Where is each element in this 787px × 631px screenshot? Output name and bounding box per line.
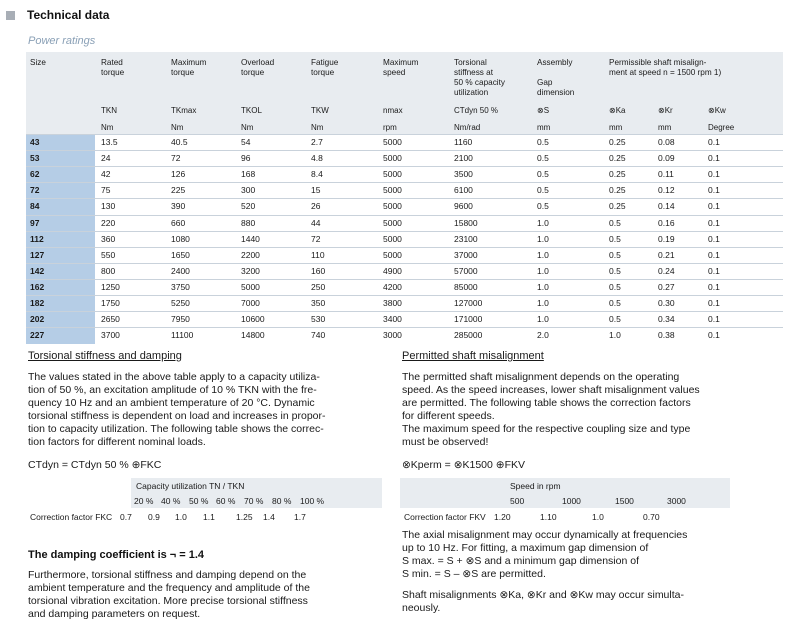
section-title: Technical data: [27, 8, 110, 22]
fkv-row-label: Correction factor FKV: [404, 512, 486, 522]
table-cell-kr: 0.12: [658, 185, 675, 196]
col-unit-rated: Nm: [101, 123, 114, 132]
table-cell-kw: 0.1: [708, 249, 720, 260]
col-unit-ka: mm: [609, 123, 623, 132]
table-cell-assembly: 1.0: [537, 249, 549, 260]
table-cell-fatigue: 8.4: [311, 169, 323, 180]
fkc-value: 1.25: [236, 512, 253, 522]
table-cell-assembly: 1.0: [537, 281, 549, 292]
table-cell-size: 43: [30, 137, 40, 147]
table-cell-max: 126: [171, 169, 186, 180]
table-subtitle: Power ratings: [28, 35, 96, 47]
table-cell-kw: 0.1: [708, 233, 720, 244]
table-cell-overload: 54: [241, 137, 251, 147]
paragraph-line: tion to capacity utilization. The following table shows the correc-: [28, 423, 324, 435]
table-cell-size: 72: [30, 185, 40, 196]
table-cell-size: 182: [30, 298, 45, 308]
paragraph-line: and damping parameters on request.: [28, 608, 201, 620]
table-cell-max: 1650: [171, 249, 190, 260]
paragraph-line: tion factors for different nominal loads.: [28, 436, 206, 448]
col-header-torsional-line: Torsional: [454, 58, 487, 67]
table-cell-size: 142: [30, 265, 45, 276]
table-cell-ka: 0.25: [609, 201, 626, 212]
table-cell-ka: 0.5: [609, 298, 621, 308]
section-marker: [6, 11, 15, 20]
table-cell-assembly: 1.0: [537, 314, 549, 325]
paragraph-line: Furthermore, torsional stiffness and damping depend on the: [28, 569, 307, 581]
table-cell-overload: 96: [241, 153, 251, 164]
fkc-column-header: 20 %: [134, 496, 154, 506]
table-cell-torsional: 23100: [454, 233, 478, 244]
table-cell-kw: 0.1: [708, 201, 720, 212]
table-cell-torsional: 57000: [454, 265, 478, 276]
table-row: [26, 311, 783, 328]
fkc-column-header: 50 %: [189, 496, 209, 506]
table-cell-ka: 0.5: [609, 281, 621, 292]
table-cell-rated: 220: [101, 217, 116, 228]
table-cell-rated: 3700: [101, 330, 120, 341]
col-header-max-line: torque: [171, 68, 195, 77]
table-cell-size: 112: [30, 233, 44, 244]
table-cell-size: 227: [30, 330, 45, 341]
col-unit-fatigue: Nm: [311, 123, 324, 132]
table-cell-speed: 4900: [383, 265, 402, 276]
table-cell-assembly: 0.5: [537, 169, 549, 180]
table-cell-overload: 5000: [241, 281, 260, 292]
table-cell-speed: 5000: [383, 233, 402, 244]
table-cell-kw: 0.1: [708, 169, 720, 180]
table-cell-max: 7950: [171, 314, 190, 325]
fkc-value: 0.9: [148, 512, 160, 522]
paragraph-line: Shaft misalignments ⊗Ka, ⊗Kr and ⊗Kw may occur simulta-: [402, 589, 684, 601]
table-row: [26, 150, 783, 167]
table-cell-overload: 520: [241, 201, 256, 212]
fkv-value: 0.70: [643, 512, 660, 522]
table-cell-rated: 75: [101, 185, 111, 196]
table-cell-ka: 0.5: [609, 249, 621, 260]
table-cell-speed: 5000: [383, 137, 402, 147]
col-header-assembly-line: dimension: [537, 88, 575, 97]
table-cell-fatigue: 350: [311, 298, 326, 308]
table-row: [26, 198, 783, 215]
fkc-value: 1.4: [263, 512, 275, 522]
table-cell-ka: 0.5: [609, 233, 621, 244]
table-cell-kr: 0.30: [658, 298, 675, 308]
table-row: [26, 182, 783, 199]
torsional-heading: Torsional stiffness and damping: [28, 350, 182, 362]
table-cell-ka: 0.25: [609, 185, 626, 196]
fkv-value: 1.10: [540, 512, 557, 522]
table-row: [26, 295, 783, 312]
table-cell-fatigue: 72: [311, 233, 321, 244]
fkc-value: 1.7: [294, 512, 306, 522]
col-symbol-ka: ⊗Ka: [609, 106, 626, 115]
table-cell-fatigue: 740: [311, 330, 326, 341]
table-cell-assembly: 0.5: [537, 137, 549, 147]
table-cell-rated: 550: [101, 249, 116, 260]
col-unit-assembly: mm: [537, 123, 551, 132]
table-cell-fatigue: 160: [311, 265, 326, 276]
col-symbol-overload: TKOL: [241, 106, 262, 115]
table-cell-max: 40.5: [171, 137, 188, 147]
fkc-table-header: Capacity utilization TN / TKN: [136, 481, 245, 491]
table-cell-overload: 3200: [241, 265, 260, 276]
table-row: [26, 215, 783, 232]
table-cell-overload: 168: [241, 169, 256, 180]
col-header-speed-line: speed: [383, 68, 406, 77]
table-cell-kw: 0.1: [708, 330, 720, 341]
damping-paragraph: [28, 569, 388, 621]
misalignment-formula: ⊗Kperm = ⊗K1500 ⊕FKV: [402, 459, 525, 471]
table-cell-ka: 0.5: [609, 217, 621, 228]
col-header-max-line: Maximum: [171, 58, 207, 67]
paragraph-line: S min. = S – ⊗S are permitted.: [402, 568, 546, 580]
col-header-fatigue-line: torque: [311, 68, 335, 77]
fkc-column-header: 40 %: [161, 496, 181, 506]
table-cell-torsional: 37000: [454, 249, 478, 260]
table-cell-kr: 0.27: [658, 281, 675, 292]
paragraph-line: ambient temperature and the frequency and amplitude of the: [28, 582, 310, 594]
paragraph-line: up to 10 Hz. For fitting, a maximum gap dimension of: [402, 542, 649, 554]
table-cell-speed: 5000: [383, 201, 402, 212]
table-cell-speed: 5000: [383, 153, 402, 164]
table-cell-max: 225: [171, 185, 186, 196]
table-cell-fatigue: 44: [311, 217, 321, 228]
table-cell-kr: 0.16: [658, 217, 675, 228]
paragraph-line: The permitted shaft misalignment depends on the operating: [402, 371, 680, 383]
table-cell-speed: 5000: [383, 249, 402, 260]
table-cell-max: 390: [171, 201, 186, 212]
table-row: [26, 231, 783, 248]
col-header-assembly-line: Assembly: [537, 58, 573, 67]
table-cell-kr: 0.14: [658, 201, 675, 212]
table-cell-fatigue: 26: [311, 201, 321, 212]
col-unit-max: Nm: [171, 123, 184, 132]
table-cell-ka: 0.25: [609, 153, 626, 164]
table-cell-speed: 4200: [383, 281, 402, 292]
table-cell-rated: 1750: [101, 298, 120, 308]
col-header-ka-line: Permissible shaft misalign-: [609, 58, 707, 67]
col-header-torsional-line: 50 % capacity: [454, 78, 505, 87]
table-cell-kr: 0.38: [658, 330, 675, 341]
table-cell-kr: 0.08: [658, 137, 675, 147]
col-symbol-fatigue: TKW: [311, 106, 329, 115]
table-cell-rated: 130: [101, 201, 116, 212]
fkc-row-label: Correction factor FKC: [30, 512, 113, 522]
table-cell-assembly: 1.0: [537, 233, 549, 244]
table-cell-torsional: 85000: [454, 281, 478, 292]
fkv-column-header: 500: [510, 496, 525, 506]
table-cell-kw: 0.1: [708, 153, 720, 164]
paragraph-line: The axial misalignment may occur dynamically at frequencies: [402, 529, 688, 541]
table-cell-ka: 0.25: [609, 137, 626, 147]
misalignment-heading: Permitted shaft misalignment: [402, 350, 544, 362]
fkv-column-header: 3000: [667, 496, 686, 506]
table-cell-speed: 3000: [383, 330, 402, 341]
table-cell-ka: 0.5: [609, 265, 621, 276]
table-cell-max: 1080: [171, 233, 190, 244]
col-header-size-line: Size: [30, 58, 46, 67]
table-cell-torsional: 15800: [454, 217, 478, 228]
table-cell-size: 84: [30, 201, 40, 212]
table-cell-ka: 0.25: [609, 169, 626, 180]
col-header-fatigue-line: Fatigue: [311, 58, 339, 67]
table-cell-kw: 0.1: [708, 137, 720, 147]
table-cell-torsional: 127000: [454, 298, 483, 308]
misalignment-paragraph: [402, 371, 772, 449]
fkv-column-header: 1000: [562, 496, 581, 506]
table-cell-overload: 14800: [241, 330, 265, 341]
table-cell-rated: 24: [101, 153, 111, 164]
fkv-column-header: 1500: [615, 496, 634, 506]
col-header-rated-line: Rated: [101, 58, 123, 67]
table-cell-torsional: 2100: [454, 153, 473, 164]
col-symbol-assembly: ⊗S: [537, 106, 550, 115]
col-symbol-max: TKmax: [171, 106, 197, 115]
table-cell-assembly: 2.0: [537, 330, 549, 341]
table-cell-kr: 0.09: [658, 153, 675, 164]
table-cell-kr: 0.11: [658, 169, 674, 180]
col-unit-speed: rpm: [383, 123, 397, 132]
table-cell-size: 53: [30, 153, 40, 164]
table-cell-max: 2400: [171, 265, 190, 276]
paragraph-line: S max. = S + ⊗S and a minimum gap dimension of: [402, 555, 639, 567]
table-cell-speed: 5000: [383, 169, 402, 180]
col-header-torsional-line: utilization: [454, 88, 489, 97]
table-cell-torsional: 9600: [454, 201, 473, 212]
table-cell-overload: 2200: [241, 249, 260, 260]
paragraph-line: torsional vibration excitation. More precise torsional stiffness: [28, 595, 308, 607]
col-symbol-kw: ⊗Kw: [708, 106, 726, 115]
table-row: [26, 166, 783, 183]
table-cell-speed: 5000: [383, 217, 402, 228]
table-cell-kw: 0.1: [708, 314, 720, 325]
table-cell-max: 72: [171, 153, 181, 164]
col-header-ka-line: ment at speed n = 1500 rpm 1): [609, 68, 722, 77]
table-cell-fatigue: 110: [311, 249, 325, 260]
paragraph-line: neously.: [402, 602, 441, 614]
col-header-speed-line: Maximum: [383, 58, 419, 67]
table-cell-ka: 0.5: [609, 314, 621, 325]
table-cell-rated: 2650: [101, 314, 120, 325]
table-cell-assembly: 0.5: [537, 153, 549, 164]
table-cell-rated: 42: [101, 169, 111, 180]
paragraph-line: The maximum speed for the respective coupling size and type: [402, 423, 691, 435]
table-cell-assembly: 1.0: [537, 298, 549, 308]
damping-heading: The damping coefficient is ¬ = 1.4: [28, 549, 205, 561]
table-cell-kr: 0.24: [658, 265, 675, 276]
fkv-value: 1.0: [592, 512, 604, 522]
table-cell-rated: 360: [101, 233, 116, 244]
table-row: [26, 247, 783, 264]
paragraph-line: tion of 50 %, an excitation amplitude of 10 % TKN with the fre-: [28, 384, 317, 396]
paragraph-line: torsional stiffness is dependent on load and increases in propor-: [28, 410, 326, 422]
fkc-column-header: 60 %: [216, 496, 236, 506]
fkc-value: 1.1: [203, 512, 215, 522]
torsional-formula: CTdyn = CTdyn 50 % ⊕FKC: [28, 459, 162, 471]
table-cell-ka: 1.0: [609, 330, 621, 341]
table-cell-speed: 3800: [383, 298, 402, 308]
table-cell-torsional: 285000: [454, 330, 483, 341]
table-cell-torsional: 3500: [454, 169, 473, 180]
table-cell-size: 162: [30, 281, 45, 292]
table-cell-rated: 13.5: [101, 137, 118, 147]
table-cell-overload: 1440: [241, 233, 260, 244]
table-cell-overload: 880: [241, 217, 256, 228]
table-cell-assembly: 0.5: [537, 185, 549, 196]
paragraph-line: The values stated in the above table apply to a capacity utiliza-: [28, 371, 320, 383]
table-cell-overload: 7000: [241, 298, 260, 308]
table-cell-kr: 0.34: [658, 314, 675, 325]
table-cell-max: 3750: [171, 281, 190, 292]
table-cell-size: 97: [30, 217, 40, 228]
table-cell-size: 202: [30, 314, 45, 325]
col-header-overload-line: Overload: [241, 58, 275, 67]
table-cell-rated: 800: [101, 265, 116, 276]
col-symbol-torsional: CTdyn 50 %: [454, 106, 499, 115]
table-cell-overload: 300: [241, 185, 256, 196]
col-symbol-kr: ⊗Kr: [658, 106, 673, 115]
table-cell-kw: 0.1: [708, 217, 720, 228]
table-cell-fatigue: 4.8: [311, 153, 323, 164]
fkv-table-header: Speed in rpm: [510, 481, 561, 491]
table-cell-kr: 0.19: [658, 233, 675, 244]
table-cell-kr: 0.21: [658, 249, 675, 260]
table-cell-overload: 10600: [241, 314, 265, 325]
table-cell-kw: 0.1: [708, 265, 720, 276]
paragraph-line: must be observed!: [402, 436, 489, 448]
fkc-column-header: 70 %: [244, 496, 264, 506]
col-unit-torsional: Nm/rad: [454, 123, 481, 132]
col-symbol-rated: TKN: [101, 106, 117, 115]
table-row: [26, 134, 783, 151]
table-row: [26, 279, 783, 296]
shaft-paragraph: [402, 589, 772, 615]
table-cell-rated: 1250: [101, 281, 120, 292]
fkv-value: 1.20: [494, 512, 511, 522]
table-cell-torsional: 6100: [454, 185, 473, 196]
fkc-value: 0.7: [120, 512, 132, 522]
col-unit-kw: Degree: [708, 123, 735, 132]
fkc-column-header: 80 %: [272, 496, 292, 506]
col-symbol-speed: nmax: [383, 106, 403, 115]
col-header-rated-line: torque: [101, 68, 125, 77]
fkc-column-header: 100 %: [300, 496, 325, 506]
table-row: [26, 327, 783, 344]
table-cell-kw: 0.1: [708, 185, 720, 196]
table-cell-assembly: 1.0: [537, 265, 549, 276]
table-cell-kw: 0.1: [708, 298, 720, 308]
table-cell-assembly: 1.0: [537, 217, 549, 228]
paragraph-line: speed. As the speed increases, lower shaft misalignment values: [402, 384, 700, 396]
col-header-assembly-line: Gap: [537, 78, 553, 87]
fkc-value: 1.0: [175, 512, 187, 522]
paragraph-line: for different speeds.: [402, 410, 495, 422]
table-cell-fatigue: 530: [311, 314, 326, 325]
table-cell-kw: 0.1: [708, 281, 720, 292]
table-cell-size: 62: [30, 169, 40, 180]
table-cell-assembly: 0.5: [537, 201, 549, 212]
table-cell-fatigue: 15: [311, 185, 321, 196]
table-cell-max: 660: [171, 217, 186, 228]
table-cell-max: 5250: [171, 298, 190, 308]
col-unit-overload: Nm: [241, 123, 254, 132]
table-row: [26, 263, 783, 280]
table-cell-speed: 3400: [383, 314, 402, 325]
axial-paragraph: [402, 529, 772, 581]
table-cell-fatigue: 250: [311, 281, 326, 292]
col-header-overload-line: torque: [241, 68, 265, 77]
paragraph-line: are permitted. The following table shows the correction factors: [402, 397, 691, 409]
paragraph-line: quency 10 Hz and an ambient temperature of 20 °C. Dynamic: [28, 397, 315, 409]
col-unit-kr: mm: [658, 123, 672, 132]
col-header-torsional-line: stiffness at: [454, 68, 493, 77]
table-cell-fatigue: 2.7: [311, 137, 323, 147]
table-cell-size: 127: [30, 249, 45, 260]
table-cell-max: 11100: [171, 330, 194, 341]
table-cell-torsional: 171000: [454, 314, 483, 325]
table-cell-speed: 5000: [383, 185, 402, 196]
torsional-paragraph: [28, 371, 378, 449]
table-cell-torsional: 1160: [454, 137, 473, 147]
